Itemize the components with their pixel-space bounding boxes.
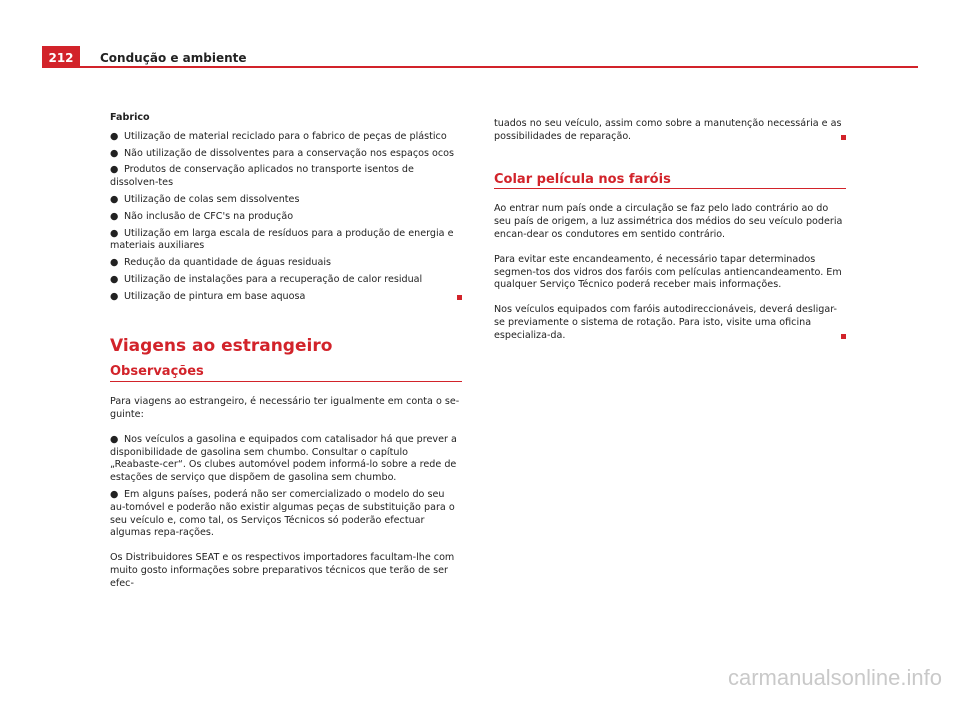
end-marker-icon (841, 135, 846, 140)
header-rule (80, 66, 918, 68)
paragraph: Nos veículos equipados com faróis autodireccionáveis, deverá desligar-se previamente o sistema de rotação. Para isto, visite uma oficina especializa-da. (494, 304, 846, 342)
paragraph: Ao entrar num país onde a circulação se faz pelo lado contrário ao do seu país de origem, a luz assimétrica dos médios do seu veículo poderia encan-dear os condutores em sentido contrário. (494, 203, 843, 240)
bullet-icon: ● (110, 164, 119, 176)
intro-paragraph: Para viagens ao estrangeiro, é necessário ter igualmente em conta o se-guinte: (110, 396, 460, 420)
page-header (42, 46, 918, 68)
bullet-icon: ● (110, 273, 119, 285)
subsection-title: Observações (110, 366, 462, 382)
list-item: ● Utilização de material reciclado para o fabrico de peças de plástico (110, 130, 447, 142)
right-column (494, 118, 846, 347)
bullet-icon: ● (110, 130, 119, 142)
list-item: ● Produtos de conservação aplicados no transporte isentos de dissolven-tes (110, 164, 414, 189)
list-item: ● Nos veículos a gasolina e equipados com catalisador há que prever a disponibilidade de gasolina sem chumbo. Consultar o capítulo „Reabaste-cer“. Os clubes automóvel podem informá-lo sobre a rede de estações de serviço que dispõem de gasolina sem chumbo. (110, 433, 457, 484)
list-item: ● Utilização em larga escala de resíduos para a produção de energia e materiais auxiliares (110, 227, 454, 252)
list-item: ● Utilização de pintura em base aquosa (110, 291, 462, 304)
end-marker-icon (457, 295, 462, 300)
list-item: ● Não inclusão de CFC's na produção (110, 210, 294, 222)
bullet-icon: ● (110, 210, 119, 222)
end-marker-icon (841, 334, 846, 339)
bullet-icon: ● (110, 257, 119, 269)
left-column (110, 112, 462, 595)
paragraph: Para evitar este encandeamento, é necessário tapar determinados segmen-tos dos vidros dos faróis com películas antiencandeamento. Em qualquer Serviço Técnico poderá receber mais informações. (494, 253, 842, 291)
bullet-icon: ● (110, 290, 119, 302)
bullet-icon: ● (110, 147, 119, 159)
list-item: ● Em alguns países, poderá não ser comercializado o modelo do seu au-tomóvel e poderão não existir algumas peças de substituição para o seu veículo e, como tal, os Serviços Técnicos só poderão efectuar algumas repa-rações. (110, 488, 455, 539)
watermark: carmanualsonline.info (727, 665, 942, 690)
fabrico-list (110, 131, 462, 304)
bullet-icon: ● (110, 433, 119, 445)
chapter-title: Condução e ambiente (100, 51, 247, 65)
continuation-paragraph: tuados no seu veículo, assim como sobre a manutenção necessária e as possibilidades de reparação. (494, 118, 846, 144)
section-title: Viagens ao estrangeiro (110, 335, 333, 356)
bullet-icon: ● (110, 488, 119, 500)
bullet-icon: ● (110, 227, 119, 239)
list-item: ● Não utilização de dissolventes para a conservação nos espaços ocos (110, 147, 455, 159)
closing-paragraph: Os Distribuidores SEAT e os respectivos importadores facultam-lhe com muito gosto informações sobre preparativos técnicos que terão de ser efec- (110, 552, 455, 589)
list-item: ● Utilização de instalações para a recuperação de calor residual (110, 273, 423, 285)
page-number: 212 (42, 46, 80, 68)
list-item: ● Utilização de colas sem dissolventes (110, 193, 300, 205)
bullet-icon: ● (110, 193, 119, 205)
list-item: ● Redução da quantidade de águas residuais (110, 257, 331, 269)
fabrico-title: Fabrico (110, 112, 150, 123)
section-title-farois: Colar película nos faróis (494, 174, 846, 190)
